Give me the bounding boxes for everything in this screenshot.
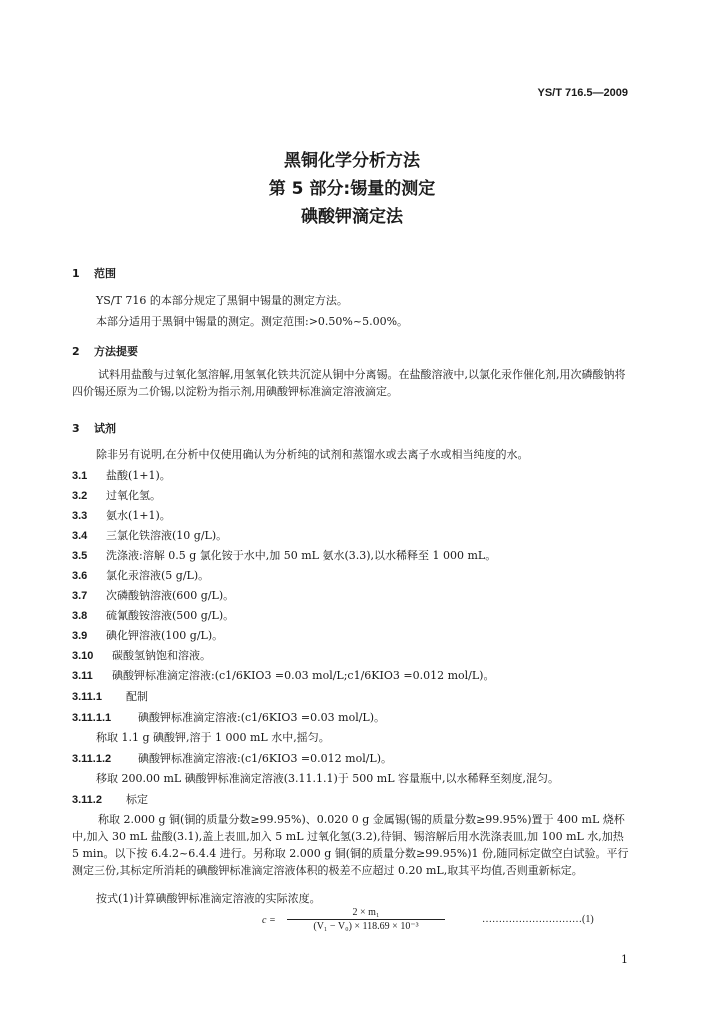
section-title: 范围 <box>94 267 116 280</box>
formula-denominator: (V₁ − V₀) × 118.69 × 10⁻³ <box>313 921 419 932</box>
section-number: 3 <box>72 422 80 435</box>
section-number: 2 <box>72 345 80 358</box>
doc-title-line3: 碘酸钾滴定法 <box>301 207 403 227</box>
reagent-item: 3.7 次磷酸钠溶液(600 g/L)。 <box>72 589 235 602</box>
reagent-item: 3.6 氯化汞溶液(5 g/L)。 <box>72 569 210 582</box>
section-2-heading <box>72 343 138 359</box>
doc-title-line2: 第 5 部分:锡量的测定 <box>268 179 436 199</box>
formula-label: …………………………(1) <box>482 914 594 925</box>
formula-numerator: 2 × m₁ <box>287 907 445 920</box>
subsection-3-11-1-2: 3.11.1.2 碘酸钾标准滴定溶液:(c1/6KIO3 =0.012 mol/L)。 <box>72 752 393 765</box>
doc-title-line1: 黑铜化学分析方法 <box>284 151 420 171</box>
subsection-3-11-1-1: 3.11.1.1 碘酸钾标准滴定溶液:(c1/6KIO3 =0.03 mol/L)。 <box>72 711 386 724</box>
formula-fraction <box>287 907 445 932</box>
reagent-item: 3.11 碘酸钾标准滴定溶液:(c1/6KIO3 =0.03 mol/L;c1/6KIO3 =0.012 mol/L)。 <box>72 669 495 682</box>
reagent-item: 3.9 碘化钾溶液(100 g/L)。 <box>72 629 224 642</box>
formula-intro: 按式(1)计算碘酸钾标准滴定溶液的实际浓度。 <box>96 892 321 905</box>
subsection-3-11-1-1-body: 称取 1.1 g 碘酸钾,溶于 1 000 mL 水中,摇匀。 <box>96 731 330 744</box>
section-1-heading <box>72 265 116 281</box>
reagent-item: 3.2 过氧化氢。 <box>72 489 161 502</box>
standard-number: YS/T 716.5—2009 <box>537 87 628 99</box>
reagent-item: 3.10 碳酸氢钠饱和溶液。 <box>72 649 211 662</box>
section-3-heading <box>72 420 116 436</box>
subsection-3-11-1-2-body: 移取 200.00 mL 碘酸钾标准滴定溶液(3.11.1.1)于 500 mL 容量瓶中,以水稀释至刻度,混匀。 <box>96 772 559 785</box>
section-2-para: 试料用盐酸与过氧化氢溶解,用氢氧化铁共沉淀从铜中分离锡。在盐酸溶液中,以氯化汞作催化剂,用次磷酸钠将四价锡还原为二价锡,以淀粉为指示剂,用碘酸钾标准滴定溶液滴定。 <box>72 368 626 398</box>
reagent-item: 3.3 氨水(1+1)。 <box>72 509 171 522</box>
reagent-item: 3.1 盐酸(1+1)。 <box>72 469 171 482</box>
subsection-3-11-1: 3.11.1 配制 <box>72 690 148 703</box>
formula-lhs: c = <box>262 915 276 926</box>
subsection-3-11-2: 3.11.2 标定 <box>72 793 148 806</box>
section-3-intro: 除非另有说明,在分析中仅使用确认为分析纯的试剂和蒸馏水或去离子水或相当纯度的水。 <box>96 448 529 461</box>
reagent-item: 3.5 洗涤液:溶解 0.5 g 氯化铵于水中,加 50 mL 氨水(3.3),以水稀释至 1 000 mL。 <box>72 549 497 562</box>
reagent-item: 3.8 硫氰酸铵溶液(500 g/L)。 <box>72 609 235 622</box>
section-title: 方法提要 <box>94 345 138 358</box>
section-1-para-2: 本部分适用于黑铜中锡量的测定。测定范围:>0.50%~5.00%。 <box>96 315 409 328</box>
section-number: 1 <box>72 267 80 280</box>
reagent-item: 3.4 三氯化铁溶液(10 g/L)。 <box>72 529 228 542</box>
section-title: 试剂 <box>94 422 116 435</box>
calibration-para: 称取 2.000 g 铜(铜的质量分数≥99.95%)、0.020 0 g 金属锡(锡的质量分数≥99.95%)置于 400 mL 烧杯中,加入 30 mL 盐酸(3.1),盖上表皿,加入 5 mL 过氧化氢(3.2),待铜、锡溶解后用水洗涤表皿,加 100 mL 水,加热 5 min。以下按 6.4.2~6.4.4 进行。另称取 2.000 g 铜(铜的质量分数≥99.95%)1 份,随同标定做空白试验。平行测定三份,其标定所消耗的碘酸钾标准滴定溶液体积的极差不应超过 0.20 mL,取其平均值,否则重新标定。 <box>72 813 629 877</box>
page-number: 1 <box>621 953 628 966</box>
section-1-para-1: YS/T 716 的本部分规定了黑铜中锡量的测定方法。 <box>96 294 348 307</box>
